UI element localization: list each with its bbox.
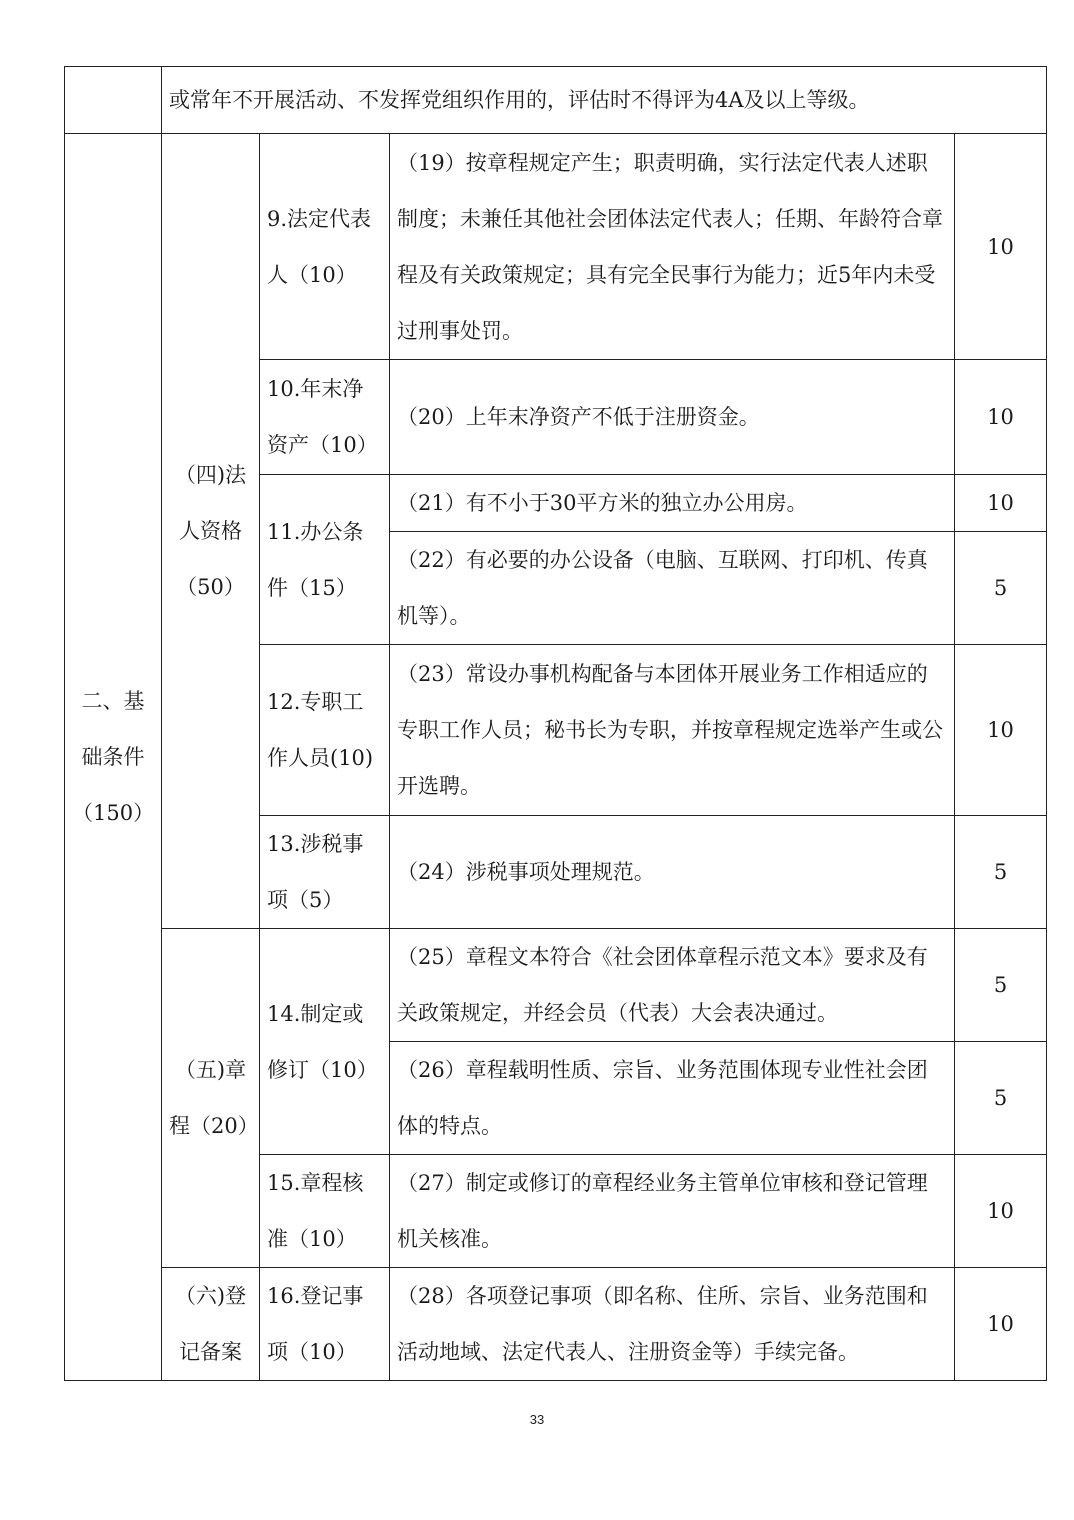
table-row (65, 929, 1047, 1042)
criterion-text: （22）有必要的办公设备（电脑、互联网、打印机、传真机等）。 (390, 532, 955, 645)
item-cell: 10.年末净资产（10） (260, 360, 390, 475)
criterion-text: （20）上年末净资产不低于注册资金。 (390, 360, 955, 475)
score-cell: 5 (955, 816, 1047, 929)
score-cell: 10 (955, 1268, 1047, 1381)
score-cell: 10 (955, 475, 1047, 532)
criterion-text: （26）章程载明性质、宗旨、业务范围体现专业性社会团体的特点。 (390, 1042, 955, 1155)
criterion-text: （21）有不小于30平方米的独立办公用房。 (390, 475, 955, 532)
table-row (65, 67, 1047, 134)
score-cell: 10 (955, 645, 1047, 816)
criterion-text: （28）各项登记事项（即名称、住所、宗旨、业务范围和活动地域、法定代表人、注册资金等）手续完备。 (390, 1268, 955, 1381)
criterion-text: （23）常设办事机构配备与本团体开展业务工作相适应的专职工作人员；秘书长为专职，并按章程规定选举产生或公开选聘。 (390, 645, 955, 816)
score-cell: 10 (955, 360, 1047, 475)
category-cell: 二、基础条件（150） (65, 134, 162, 1381)
item-cell: 13.涉税事项（5） (260, 816, 390, 929)
criterion-text: （24）涉税事项处理规范。 (390, 816, 955, 929)
score-cell: 5 (955, 1042, 1047, 1155)
score-cell: 5 (955, 532, 1047, 645)
score-cell: 5 (955, 929, 1047, 1042)
criterion-text: （27）制定或修订的章程经业务主管单位审核和登记管理机关核准。 (390, 1155, 955, 1268)
item-cell: 12.专职工作人员(10) (260, 645, 390, 816)
score-cell: 10 (955, 134, 1047, 360)
item-cell: 11.办公条件（15） (260, 475, 390, 645)
item-cell: 15.章程核准（10） (260, 1155, 390, 1268)
section-cell: （六)登记备案 (162, 1268, 260, 1381)
category-cell-empty (65, 67, 162, 134)
item-cell: 14.制定或修订（10） (260, 929, 390, 1155)
page-number: 33 (529, 1412, 545, 1427)
criterion-text: （19）按章程规定产生；职责明确，实行法定代表人述职制度；未兼任其他社会团体法定代表人；任期、年龄符合章程及有关政策规定；具有完全民事行为能力；近5年内未受过刑事处罚。 (390, 134, 955, 360)
item-cell: 9.法定代表人（10） (260, 134, 390, 360)
section-cell: （五)章程（20） (162, 929, 260, 1268)
evaluation-table (64, 66, 1047, 1381)
score-cell: 10 (955, 1155, 1047, 1268)
criterion-text: （25）章程文本符合《社会团体章程示范文本》要求及有关政策规定，并经会员（代表）大会表决通过。 (390, 929, 955, 1042)
table-row (65, 1268, 1047, 1381)
item-cell: 16.登记事项（10） (260, 1268, 390, 1381)
continuation-text: 或常年不开展活动、不发挥党组织作用的，评估时不得评为4A及以上等级。 (162, 67, 1047, 134)
section-cell: （四)法人资格（50） (162, 134, 260, 929)
table-row (65, 134, 1047, 360)
